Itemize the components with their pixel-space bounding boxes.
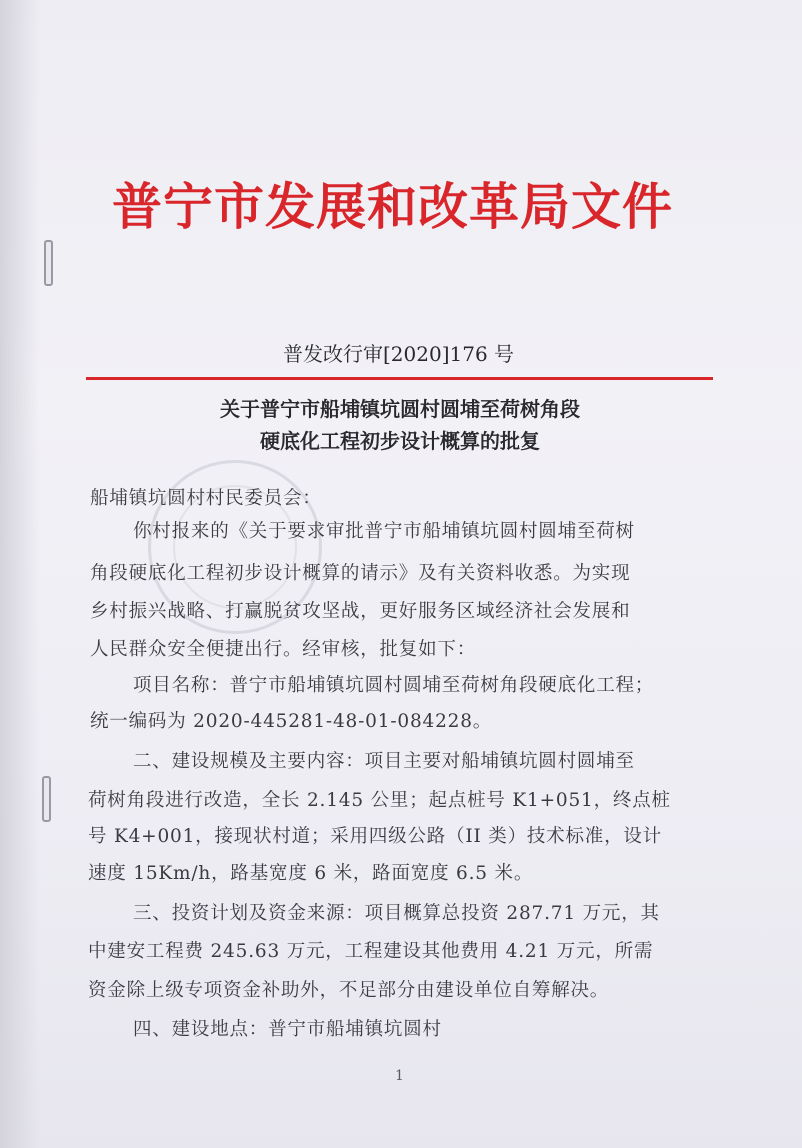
staple-bottom [42, 776, 51, 822]
page-number: 1 [395, 1068, 404, 1084]
paragraph-line: 资金除上级专项资金补助外，不足部分由建设单位自筹解决。 [88, 980, 610, 1001]
staple-top [44, 240, 53, 286]
red-divider-line [86, 377, 713, 380]
paragraph-line: 荷树角段进行改造，全长 2.145 公里；起点桩号 K1+051，终点桩 [88, 790, 671, 811]
document-number: 普发改行审[2020]176 号 [283, 342, 515, 366]
subject-line-1: 关于普宁市船埔镇坑圆村圆埔至荷树角段 [220, 397, 580, 421]
issuer-header: 普宁市发展和改革局文件 [112, 177, 673, 236]
paragraph-line: 项目名称：普宁市船埔镇坑圆村圆埔至荷树角段硬底化工程； [133, 675, 655, 696]
paragraph-line: 四、建设地点：普宁市船埔镇坑圆村 [133, 1019, 442, 1040]
paragraph-line: 三、投资计划及资金来源：项目概算总投资 287.71 万元，其 [133, 903, 660, 924]
subject-line-2: 硬底化工程初步设计概算的批复 [260, 429, 540, 453]
paragraph-line: 你村报来的《关于要求审批普宁市船埔镇坑圆村圆埔至荷树 [133, 521, 635, 542]
paragraph-line: 人民群众安全便捷出行。经审核，批复如下： [90, 639, 477, 660]
paragraph-line: 乡村振兴战略、打赢脱贫攻坚战，更好服务区域经济社会发展和 [90, 601, 631, 622]
paragraph-line: 中建安工程费 245.63 万元，工程建设其他费用 4.21 万元，所需 [88, 941, 654, 962]
paragraph-line: 角段硬底化工程初步设计概算的请示》及有关资料收悉。为实现 [90, 563, 631, 584]
addressee: 船埔镇坑圆村村民委员会： [90, 488, 322, 509]
paragraph-line: 二、建设规模及主要内容：项目主要对船埔镇坑圆村圆埔至 [133, 751, 635, 772]
paragraph-line: 速度 15Km/h，路基宽度 6 米，路面宽度 6.5 米。 [88, 863, 534, 884]
paragraph-line: 统一编码为 2020-445281-48-01-084228。 [90, 711, 493, 732]
paragraph-line: 号 K4+001，接现状村道；采用四级公路（II 类）技术标准，设计 [88, 826, 662, 847]
